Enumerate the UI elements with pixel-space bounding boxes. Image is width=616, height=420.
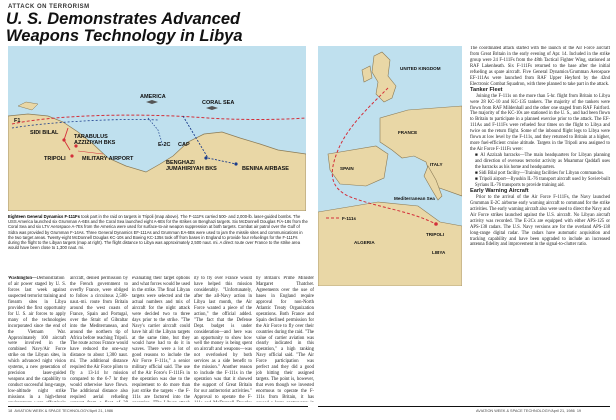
subhead-tanker-fleet: Tanker Fleet	[470, 86, 503, 93]
column-1-text: Demonstration of air power staged by U. S. forces last week against suspected terrorist training and firearm sites in Libya provided the first opportunity for U. S. air forces to apply many of the technologies incorporated since the end of the Vietnam War. Approximately 100 aircraft were involved in the combined Navy/Air Force strike on the Libyan sites, in which advanced night vision systems, a new generation of precision laser-guided weapons and the capability to conduct successful long-range, low-altitude night strike missions in a high-threat	[8, 276, 66, 401]
target-tripoli-airport	[70, 154, 73, 157]
label-tripoli: TRIPOLI	[44, 156, 66, 162]
dateline: Washington—	[8, 276, 37, 281]
footer-left	[8, 409, 113, 413]
body-column-1	[8, 276, 66, 402]
column-6-para-2: Joining the F-111s on the more than 5-hr. flight from Britain to Libya were 28 KC-10 and KC-135 tankers. The majority of the tankers were flown from RAF Mildenhall and the other one staged from RAF Fairford. The majority of the KC-10s are stationed in the U. S., and had been flown to Britain to participate in a planned exercise prior to the attack. The EF-111As and F-111Fs were refueled four times on the flight to Libya and twice on the return flight. Some of the inbound flight legs to Libya were flown at low level by the F-111s, and they returned to Britain at a higher, more fuel-efficient cruise altitude. Targets in the Tripoli area assigned to the Air Force F-111Fs were:	[470, 93, 610, 153]
legend-f111: F-111s	[342, 216, 357, 221]
body-column-4	[194, 276, 252, 402]
body-column-2	[70, 276, 128, 402]
body-column-5	[256, 276, 314, 402]
publication-left: AVIATION WEEK & SPACE TECHNOLOGY/April 21, 1986	[14, 409, 114, 413]
body-column-3	[132, 276, 190, 402]
libya-strike-map	[8, 46, 306, 211]
route-target-tripoli	[434, 222, 438, 226]
bullet-item: ■ Sidi Bilal port facility—Training facilities for Libyan commandos.	[475, 171, 605, 177]
column-6-para-3: Prior to the arrival of the Air Force F-111Fs, the Navy launched Grumman E-2C airborne early warning aircraft to command for the strike activities. The early warning aircraft also were used to direct the Navy and Air Force strikes launched against the U.S. aircraft. No Libyan aircraft activity was recorded. The E-2Cs are equipped with either APS-125 or APS-138 radars. The U.S. Navy versions are for the overland APS-138 long-range digital radar. The radars have automatic acquisition and tracking capability and have been upgraded to include an increased antenna fidelity and improvement in the signal-to-clutter ratio.	[470, 194, 610, 248]
label-benghazi: BENGHAZI	[166, 160, 195, 166]
label-tarabulus: TARABULUS	[74, 134, 108, 140]
bullet-item: ■ Tripoli airport—Ilyushin IL-76 transport aircraft used by Soviet-built Syrians IL-76 transports to provide training aid.	[475, 176, 610, 188]
label-coral-sea: CORAL SEA	[202, 100, 235, 106]
caption-text: took part in the raid on targets in Tripoli (map above). The F-111Fs carried 500- and 2,000-lb. laser-guided bombs. The USS America launched six Grumman A-6Es and the Coral Sea launched eight A-6Es for the strikes on Benghazi targets. Six McDonnell Douglas F/A-18s from the Coral Sea and six LTV Aerospace A-7Es from the America were used for surface-to-air weapon suppression at both targets. Combat air patrol over the Gulf of Sidra was provided by Grumman F-14As. Three General Dynamics EF-111As and Grumman EA-6Bs were used to jam the missile sites and communications in the two target areas. Twenty-eight McDonnell Douglas KC-10s and Boeing KC-135s took off from bases in England to provide four refuelings for the F-111Fs during the flight to the Libyan targets (map at right). The flight distance to Libya was approximately 2,500 naut. mi. A direct route over France to the strike area would have been close to 1,300 naut. mi.	[8, 214, 308, 251]
map-caption	[8, 214, 308, 250]
label-mediterranean: Mediterranean Sea	[394, 196, 435, 201]
target-benina	[234, 162, 237, 165]
target-jumahiriyah	[204, 156, 207, 159]
label-algeria: ALGERIA	[354, 240, 375, 245]
label-france: FRANCE	[398, 130, 418, 135]
body-column-6	[470, 46, 610, 402]
libya-map-graphic	[8, 46, 306, 211]
subhead-early-warning: Early Warning Aircraft	[470, 187, 529, 194]
bullet-item: ■ Al Azzizah barracks—The main headquarters for Libyan planning and direction of overseas terrorist activity as Muammar Qaddafi uses the barracks as his home and headquarters.	[475, 153, 610, 171]
label-italy: ITALY	[430, 162, 443, 167]
footer-right	[476, 409, 581, 413]
page-title: U. S. Demonstrates Advanced Weapons Technology in Libya	[6, 10, 243, 45]
publication-right: AVIATION WEEK & SPACE TECHNOLOGY/April 21, 1986	[476, 409, 575, 413]
footer-rule-left	[8, 406, 308, 407]
label-america: AMERICA	[140, 94, 166, 100]
target-sidi-bilal	[62, 138, 65, 141]
column-3-text: evaluating their target options and what forces would be used in the strike. The final Libyan targets were selected and the actual numbers and mix of aircraft for the night attack were decided two to three days prior to the strike. "The Navy's carrier aircraft could have hit all the Libyan targets at the same time, but they would have had to do it in waves. There were a lot of good reasons to include the Air Force F-111s," a senior military official said. The use of the Air Force's F-111Fs in the operation was due to the requirement to do more than just strike the targets - the F-111s are factored into the	[132, 276, 190, 401]
label-benina: BENINA AIRBASE	[242, 166, 289, 172]
column-2-text: aircraft, denied permission by the French government to overfly France, were obliged to follow a circuitous 2,500-naut.-mi. route from Britain around the west coasts of France, Spain and Portugal, over the Strait of Gibraltar into the Mediterranean, and around the northern tip of Africa before reaching Tripoli. The route across France would have reduced the one-way distance to about 1,300 naut. mi. The additional distance required the Air Force pilots to fly a 13-14 hr mission compared to the 6-7 hr they would otherwise have flown. The additional distance also required aerial refueling	[70, 276, 128, 401]
footer-rule-right	[318, 406, 610, 407]
column-6-para-1: The coordinated attack started with the launch of the Air Force aircraft from Great Britain in the early evening of Apr. 14. Included in the strike group were 24 F-111Fs from the 48th Tactical Fighter Wing, stationed at RAF Lakenheath. Six F-111Fs returned to the base after the initial refueling as spare aircraft. Five General Dynamics/Grumman Aerospace EF-111As were launched from RAF Upper Heyford by the 42nd Electronic Combat Squadron, with three planned to take part in the attack.	[470, 46, 610, 87]
label-military-airport: MILITARY AIRPORT	[82, 156, 134, 162]
label-f1: F1	[14, 118, 21, 124]
label-uk: UNITED KINGDOM	[400, 66, 441, 71]
label-cap: CAP	[178, 142, 190, 148]
column-4-text: ity to fly over France would have helped this mission considerably. "Unfortunately, after the all-Navy action in Libya last month, the Air Force wanted a piece of the action," the official added. "The fact that the Defense Dept. budget is under consideration—and here was an opportunity to show how well the money is being spent on aircraft and weapons—was not overlooked by both services as a side benefit to the mission." Another reason to include the F-111s in the operation was that it showed the support of Great Britain for our antiterrorist activities." Approval to operate the F-	[194, 276, 252, 401]
page-number-left: 18	[8, 409, 13, 413]
label-jumahiriyah: JUMAHIRIYAH BKS	[166, 166, 217, 172]
section-kicker: ATTACK ON TERRORISM	[8, 4, 90, 10]
label-libya: LIBYA	[432, 250, 446, 255]
route-map-graphic	[318, 46, 462, 286]
label-e2c: E-2C	[158, 142, 171, 148]
caption-lead: Eighteen General Dynamics F-111Fs	[8, 214, 80, 219]
column-5-text: by Britain's Prime Minister Margaret Thatcher. Agreements over the use of bases in England require approval for non-North Atlantic Treaty Organization operations. Both France and Spain declined permission for the Air Force to fly over their countries during the raid. "The value of carrier aviation was clearly indicated in this operation," a high ranking Navy official said. "The Air Force participation was perfect and they did a good job hitting their assigned targets. The point is, however, that even though we invested enormous to operate the F-111s from Britain, it has	[256, 276, 314, 401]
page-number-right: 19	[576, 409, 582, 413]
label-sidi-bilal: SIDI BILAL	[30, 130, 59, 136]
label-spain: SPAIN	[340, 166, 354, 171]
label-azziziyah: AZZIZIYAH BKS	[74, 140, 116, 146]
label-tripoli-right: TRIPOLI	[426, 232, 445, 237]
europe-route-map	[318, 46, 462, 286]
